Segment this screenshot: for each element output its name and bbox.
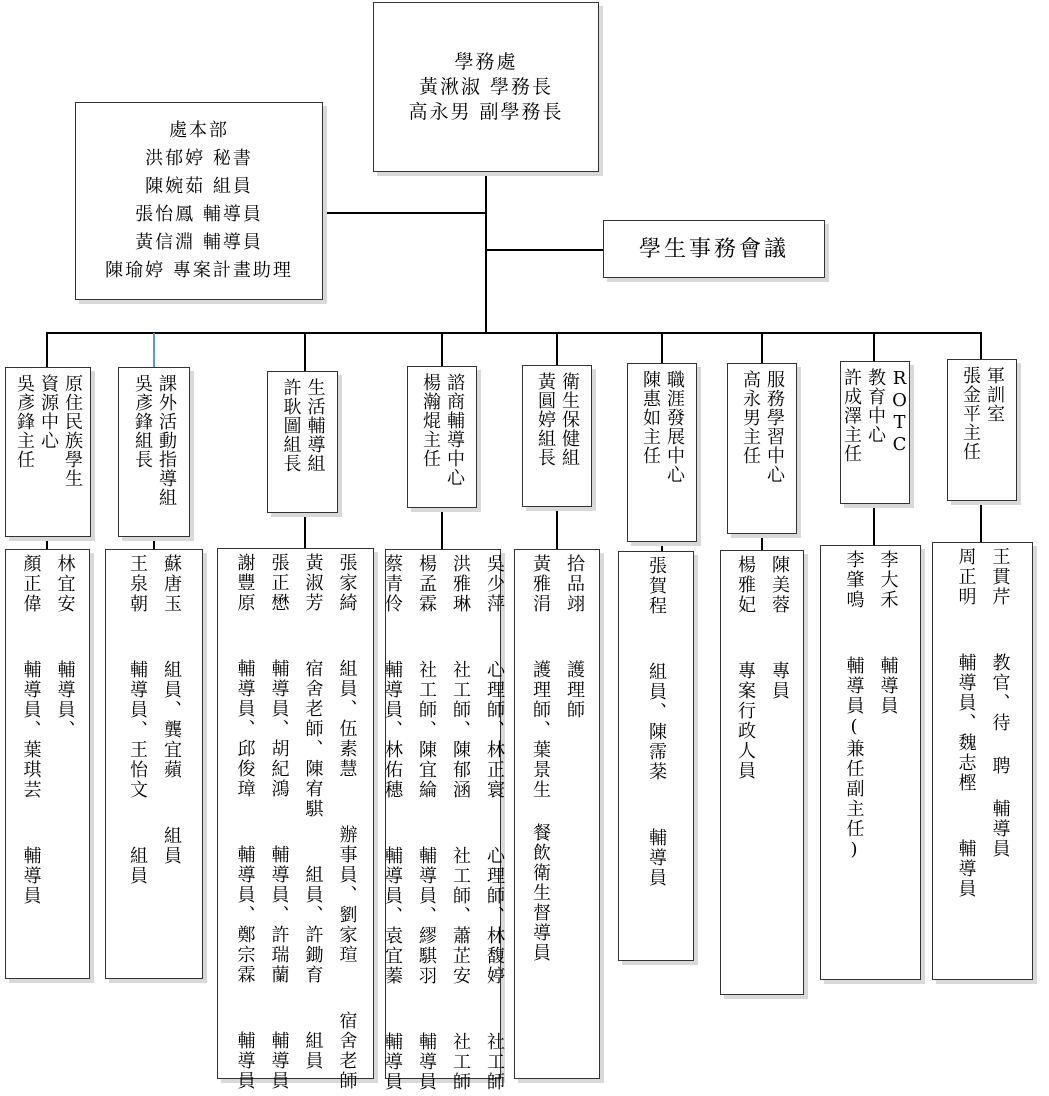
connector-top-to-bus xyxy=(485,172,487,333)
dept-name-8: ROTC 教育中心 許成澤主任 xyxy=(841,368,910,463)
top-office-line-1: 黃湫淑 學務長 xyxy=(418,75,554,98)
hq-line-5: 陳瑜婷 專案計畫助理 xyxy=(105,260,293,281)
dept-box-3 xyxy=(267,371,338,513)
dept-box-2 xyxy=(118,367,190,537)
staff-box-3 xyxy=(217,548,374,1091)
dept-name-1: 原住民族學生 資源中心 吳彥鋒主任 xyxy=(14,374,83,488)
drop-line-1 xyxy=(46,333,48,367)
staff-link-3 xyxy=(304,512,306,548)
dept-box-8 xyxy=(840,361,910,504)
top-office-title: 學務處 xyxy=(454,50,518,73)
dept-name-3: 生活輔導組 許耿圖組長 xyxy=(280,378,326,473)
staff-link-6 xyxy=(661,541,663,551)
hq-line-3: 張怡鳳 輔導員 xyxy=(135,204,263,225)
dept-name-7: 服務學習中心 高永男主任 xyxy=(740,370,785,484)
dept-box-4 xyxy=(407,366,477,508)
staff-link-4 xyxy=(441,507,443,549)
drop-line-8 xyxy=(873,333,875,361)
dept-box-5 xyxy=(522,365,592,507)
connector-hq xyxy=(322,212,486,214)
staff-link-1 xyxy=(46,536,48,549)
council-title: 學生事務會議 xyxy=(638,236,789,262)
staff-box-2 xyxy=(105,549,203,979)
horizontal-bus xyxy=(46,332,982,334)
staff-box-6 xyxy=(618,551,694,961)
top-office-line-2: 高永男 副學務長 xyxy=(408,100,564,123)
staff-list-8: 李大禾 輔導員 李肇鳴 輔導員(兼任副主任) xyxy=(843,550,899,862)
staff-link-9 xyxy=(980,500,982,542)
drop-line-4 xyxy=(441,333,443,366)
connector-council xyxy=(486,249,603,251)
staff-list-3: 張家綺 組員、伍素慧 辦事員、劉家瑄 宿舍老師 黃淑芳 宿舍老師、陳宥騏 組員、許鋤育 組員 張正懋 輔導員、胡紀鴻 輔導員、許瑞蘭 輔導員 謝豐原 輔導員、邱俊璋 輔導員、鄭宗霖 輔導員 xyxy=(234,553,358,1091)
dept-box-1 xyxy=(5,367,91,537)
staff-link-7 xyxy=(761,533,763,550)
dept-name-6: 職涯發展中心 陳惠如主任 xyxy=(640,370,685,484)
dept-box-9 xyxy=(947,359,1017,501)
staff-list-6: 張賀程 組員、陳霈棻 輔導員 xyxy=(646,556,667,888)
staff-box-5 xyxy=(514,549,600,1079)
drop-line-9 xyxy=(980,333,982,359)
hq-box xyxy=(75,102,323,300)
staff-list-4: 吳少萍 心理師、林正寰 心理師、林馥婷 社工師 洪雅琳 社工師、陳郁涵 社工師、蕭芷安 社工師 楊孟霖 社工師、陳宜綸 輔導員、繆騏羽 輔導員 蔡青伶 輔導員、林佑穗 輔導員、袁宜蓁 輔導員 xyxy=(382,554,505,1092)
staff-list-5: 拾品翊 護理師 黃雅涓 護理師、葉景生 餐飲衛生督導員 xyxy=(530,554,585,963)
hq-line-4: 黃信淵 輔導員 xyxy=(135,232,263,253)
drop-line-5 xyxy=(556,333,558,365)
staff-box-7 xyxy=(720,550,804,995)
dept-name-2: 課外活動指導組 吳彥鋒組長 xyxy=(132,374,177,507)
staff-box-4 xyxy=(382,549,505,1092)
dept-name-9: 軍訓室 張金平主任 xyxy=(960,366,1005,461)
drop-line-3 xyxy=(304,333,306,371)
drop-line-2 xyxy=(153,333,155,367)
staff-list-2: 蘇唐玉 組員、龔宜蘋 組員 王泉朝 輔導員、王怡文 組員 xyxy=(127,554,182,886)
top-office-box xyxy=(373,2,599,172)
drop-line-7 xyxy=(761,333,763,363)
dept-name-5: 衛生保健組 黃圓婷組長 xyxy=(535,372,580,467)
hq-line-2: 陳婉茹 組員 xyxy=(145,176,253,197)
hq-title: 處本部 xyxy=(169,120,229,141)
staff-box-8 xyxy=(820,545,921,980)
staff-list-9: 王貫芹 教官、待 聘 輔導員 周正明 輔導員、魏志樫 輔導員 xyxy=(955,547,1011,899)
staff-list-7: 陳美蓉 專員 楊雅妃 專案行政人員 xyxy=(735,555,790,781)
dept-box-6 xyxy=(627,363,697,542)
dept-name-4: 諮商輔導中心 楊瀚焜主任 xyxy=(420,373,465,487)
staff-link-5 xyxy=(556,506,558,549)
drop-line-6 xyxy=(661,333,663,363)
staff-list-1: 林宜安 輔導員、 顏正偉 輔導員、葉琪芸 輔導員 xyxy=(20,554,76,906)
council-box xyxy=(603,220,825,278)
dept-box-7 xyxy=(727,363,797,534)
staff-box-9 xyxy=(932,542,1033,980)
staff-link-8 xyxy=(873,503,875,545)
hq-line-1: 洪郁婷 秘書 xyxy=(145,148,253,169)
staff-link-2 xyxy=(153,536,155,549)
staff-box-1 xyxy=(5,549,90,979)
